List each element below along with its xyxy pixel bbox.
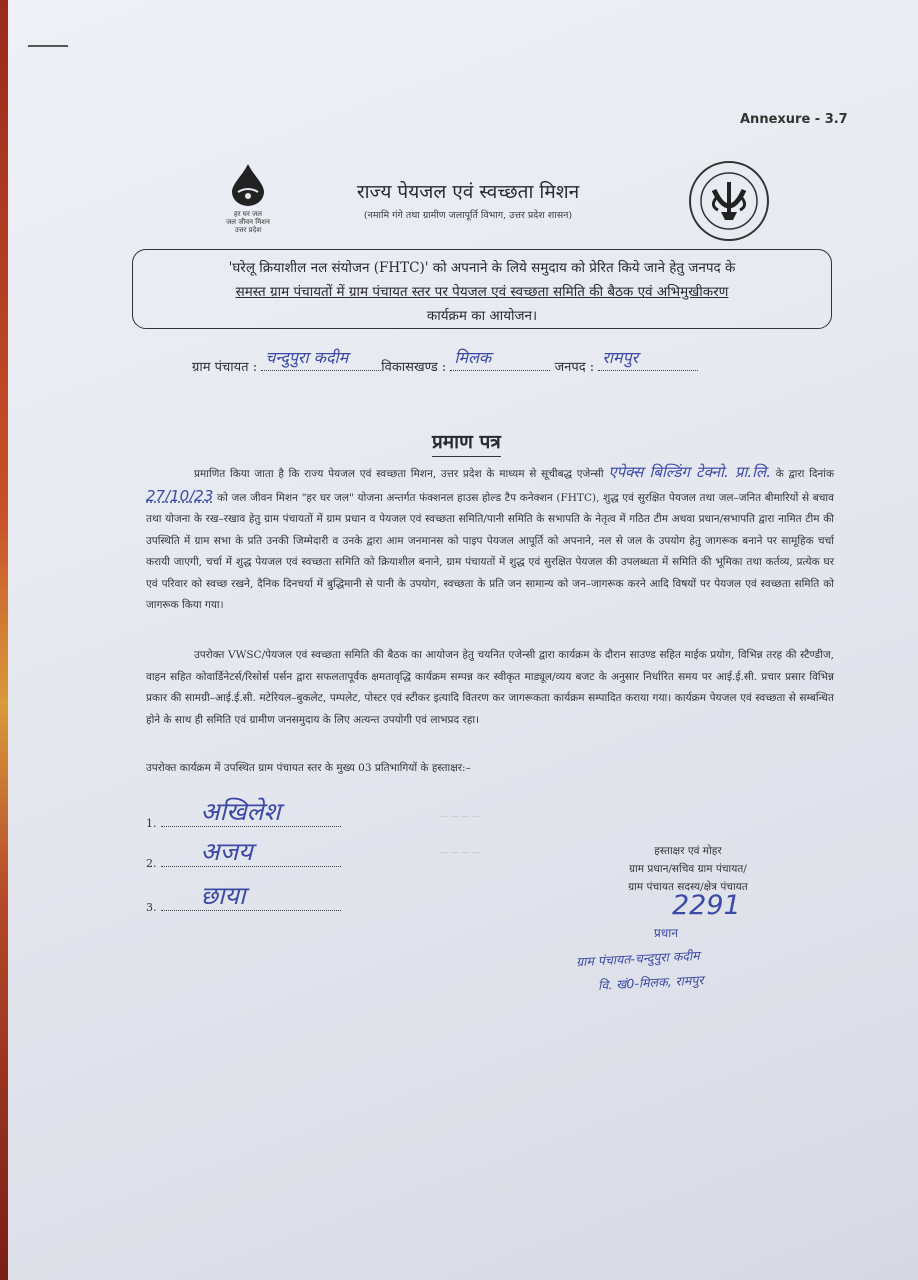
- sign-designation-2: ग्राम पंचायत सदस्य/क्षेत्र पंचायत: [628, 881, 748, 893]
- banner-line-3: कार्यक्रम का आयोजन।: [426, 308, 538, 324]
- official-sign-block: [578, 842, 798, 896]
- gram-panchayat-field: [261, 348, 381, 371]
- participant-signature-2: [146, 837, 341, 870]
- signature-line: [161, 881, 341, 911]
- water-drop-icon: [228, 162, 268, 206]
- margin-mark: [28, 45, 68, 47]
- signature-number: 2.: [146, 857, 157, 870]
- para1-text-3: को जल जीवन मिशन "हर घर जल" योजना अन्तर्गत फंक्शनल हाउस होल्ड टैप कनेक्शन (FHTC), शुद्ध एवं सुरक्षित पेयजल तथा जल–जनित बीमारियों से बचाव तथा योजना के रख–रखाव हेतु ग्राम पंचायतों में ग्राम प्रधान व पेयजल एवं स्वच्छता समिति/पानी समिति के सभापति के नेतृत्व में गठित टीम अथवा प्रधान/सभापति द्वारा नामित टीम की उपस्थिति में ग्राम सभा के प्रति उनकी जिम्मेदारी व उनके द्वारा आम जनमानस को पाइप पेयजल आपूर्ति को अपनाने, नल से जल के उपयोग हेतु जागरूक बनाने पर सामूहिक चर्चा करायी जाएगी, चर्चा में शुद्ध पेयजल एवं स्वच्छता समिति को क्रियाशील बनाने, ग्राम पंचायतों में शुद्ध एवं सुरक्षित पेयजल की उपलब्धता में समिति की भूमिका तथा कर्तव्य, प्रत्येक घर एवं परिवार को स्वच्छ रखने, दैनिक दिनचर्या में बुद्धिमानी से पानी के उपयोग, स्वच्छता के प्रति जन सामान्य को जन–जागरूक करने आदि विषयों पर पेयजल एवं स्वच्छता समिति को जागरूक किया गया।: [146, 491, 834, 611]
- certificate-paragraph-1: [146, 462, 834, 617]
- seal-icon: [688, 160, 770, 242]
- banner-line-1: 'घरेलू क्रियाशील नल संयोजन (FHTC)' को अपनाने के लिये समुदाय को प्रेरित किये जाने हेतु जनपद के: [228, 260, 736, 276]
- janpad-field: [598, 348, 698, 371]
- janpad-value: रामपुर: [602, 348, 639, 367]
- pradhan-signature: 2291: [672, 890, 741, 921]
- signature-name: अखिलेश: [200, 797, 281, 826]
- sign-designation-1: ग्राम प्रधान/सचिव ग्राम पंचायत/: [629, 863, 747, 875]
- signature-number: 1.: [146, 817, 157, 830]
- stamp-pradhan: प्रधान: [654, 926, 678, 940]
- bleed-through-mark: — — — —: [440, 848, 480, 857]
- janpad-label: जनपद :: [554, 360, 595, 375]
- mission-title: राज्य पेयजल एवं स्वच्छता मिशन: [356, 181, 580, 203]
- agency-name-handwritten: एपेक्स बिल्डिंग टेक्नो. प्रा.लि.: [608, 463, 771, 481]
- participants-intro: उपरोक्त कार्यक्रम में उपस्थित ग्राम पंचायत स्तर के मुख्य 03 प्रतिभागियों के हस्ताक्षर:–: [146, 762, 471, 774]
- vikaskhand-value: मिलक: [454, 348, 492, 367]
- document-page: [8, 0, 918, 1280]
- gram-panchayat-label: ग्राम पंचायत :: [192, 360, 258, 375]
- mission-subtitle: (नमामि गंगे तथा ग्रामीण जलापूर्ति विभाग, उत्तर प्रदेश शासन): [363, 210, 573, 221]
- logo-text-2: जल जीवन मिशन: [226, 218, 270, 226]
- stamp-line-1: ग्राम पंचायत-चन्दुपुरा कदीम: [575, 947, 701, 970]
- har-ghar-jal-logo: [218, 162, 278, 234]
- gram-panchayat-value: चन्दुपुरा कदीम: [265, 348, 349, 367]
- bleed-through-mark: — — — —: [440, 812, 480, 821]
- para1-text-2: के द्वारा दिनांक: [771, 468, 835, 480]
- para1-text-1: प्रमाणित किया जाता है कि राज्य पेयजल एवं स्वच्छता मिशन, उत्तर प्रदेश के माध्यम से सूचीबद्ध एजेन्सी: [194, 468, 609, 480]
- vikaskhand-label: विकासखण्ड :: [381, 360, 447, 375]
- stamp-line-2: वि. खं0-मिलक, रामपुर: [597, 972, 704, 993]
- up-government-seal: [688, 160, 770, 242]
- banner-line-2: समस्त ग्राम पंचायतों में ग्राम पंचायत स्तर पर पेयजल एवं स्वच्छता समिति की बैठक एवं अभिमुखीकरण: [235, 284, 729, 300]
- certificate-paragraph-2: उपरोक्त VWSC/पेयजल एवं स्वच्छता समिति की बैठक का आयोजन हेतु चयनित एजेन्सी द्वारा कार्यक्रम के दौरान साउण्ड सहित माईक प्रयोग, विभिन्न तरह की स्टैण्डीज, वाहन सहित कोवार्डिनेटर्स/रिसोर्स पर्सन द्वारा सफलतापूर्वक क्षमतावृद्धि कार्यक्रम सम्पन्न कर स्वीकृत माड्यूल/व्यय बजट के अनुसार निर्धारित समय पर आई.ई.सी. प्रचार प्रसार विभिन्न प्रकार की सामग्री–आई.ई.सी. मटेरियल–बुकलेट, पम्पलेट, पोस्टर एवं स्टीकर इत्यादि वितरण कर जागरूकता कार्यक्रम सम्पादित कराया गया। कार्यक्रम पेयजल एवं स्वच्छता से सम्बन्धित होने के साथ ही समिति एवं ग्रामीण जनसमुदाय के लिए अत्यन्त उपयोगी एवं लाभप्रद रहा।: [146, 649, 834, 726]
- logo-text-1: हर घर जल: [234, 210, 262, 218]
- sign-label: हस्ताक्षर एवं मोहर: [654, 845, 722, 857]
- location-fields: [192, 348, 698, 375]
- signature-line: [161, 837, 341, 867]
- signature-number: 3.: [146, 901, 157, 914]
- signature-name: अजय: [200, 837, 253, 866]
- date-handwritten: 27/10/23: [146, 486, 214, 505]
- vikaskhand-field: [450, 348, 550, 371]
- participant-signature-3: [146, 881, 341, 914]
- logo-text-3: उत्तर प्रदेश: [234, 226, 262, 234]
- participant-signature-1: [146, 797, 341, 830]
- certificate-heading: प्रमाण पत्र: [432, 428, 501, 457]
- signature-name: छाया: [200, 881, 246, 910]
- programme-banner: [132, 249, 832, 329]
- signature-line: [161, 797, 341, 827]
- annexure-label: Annexure - 3.7: [740, 112, 848, 127]
